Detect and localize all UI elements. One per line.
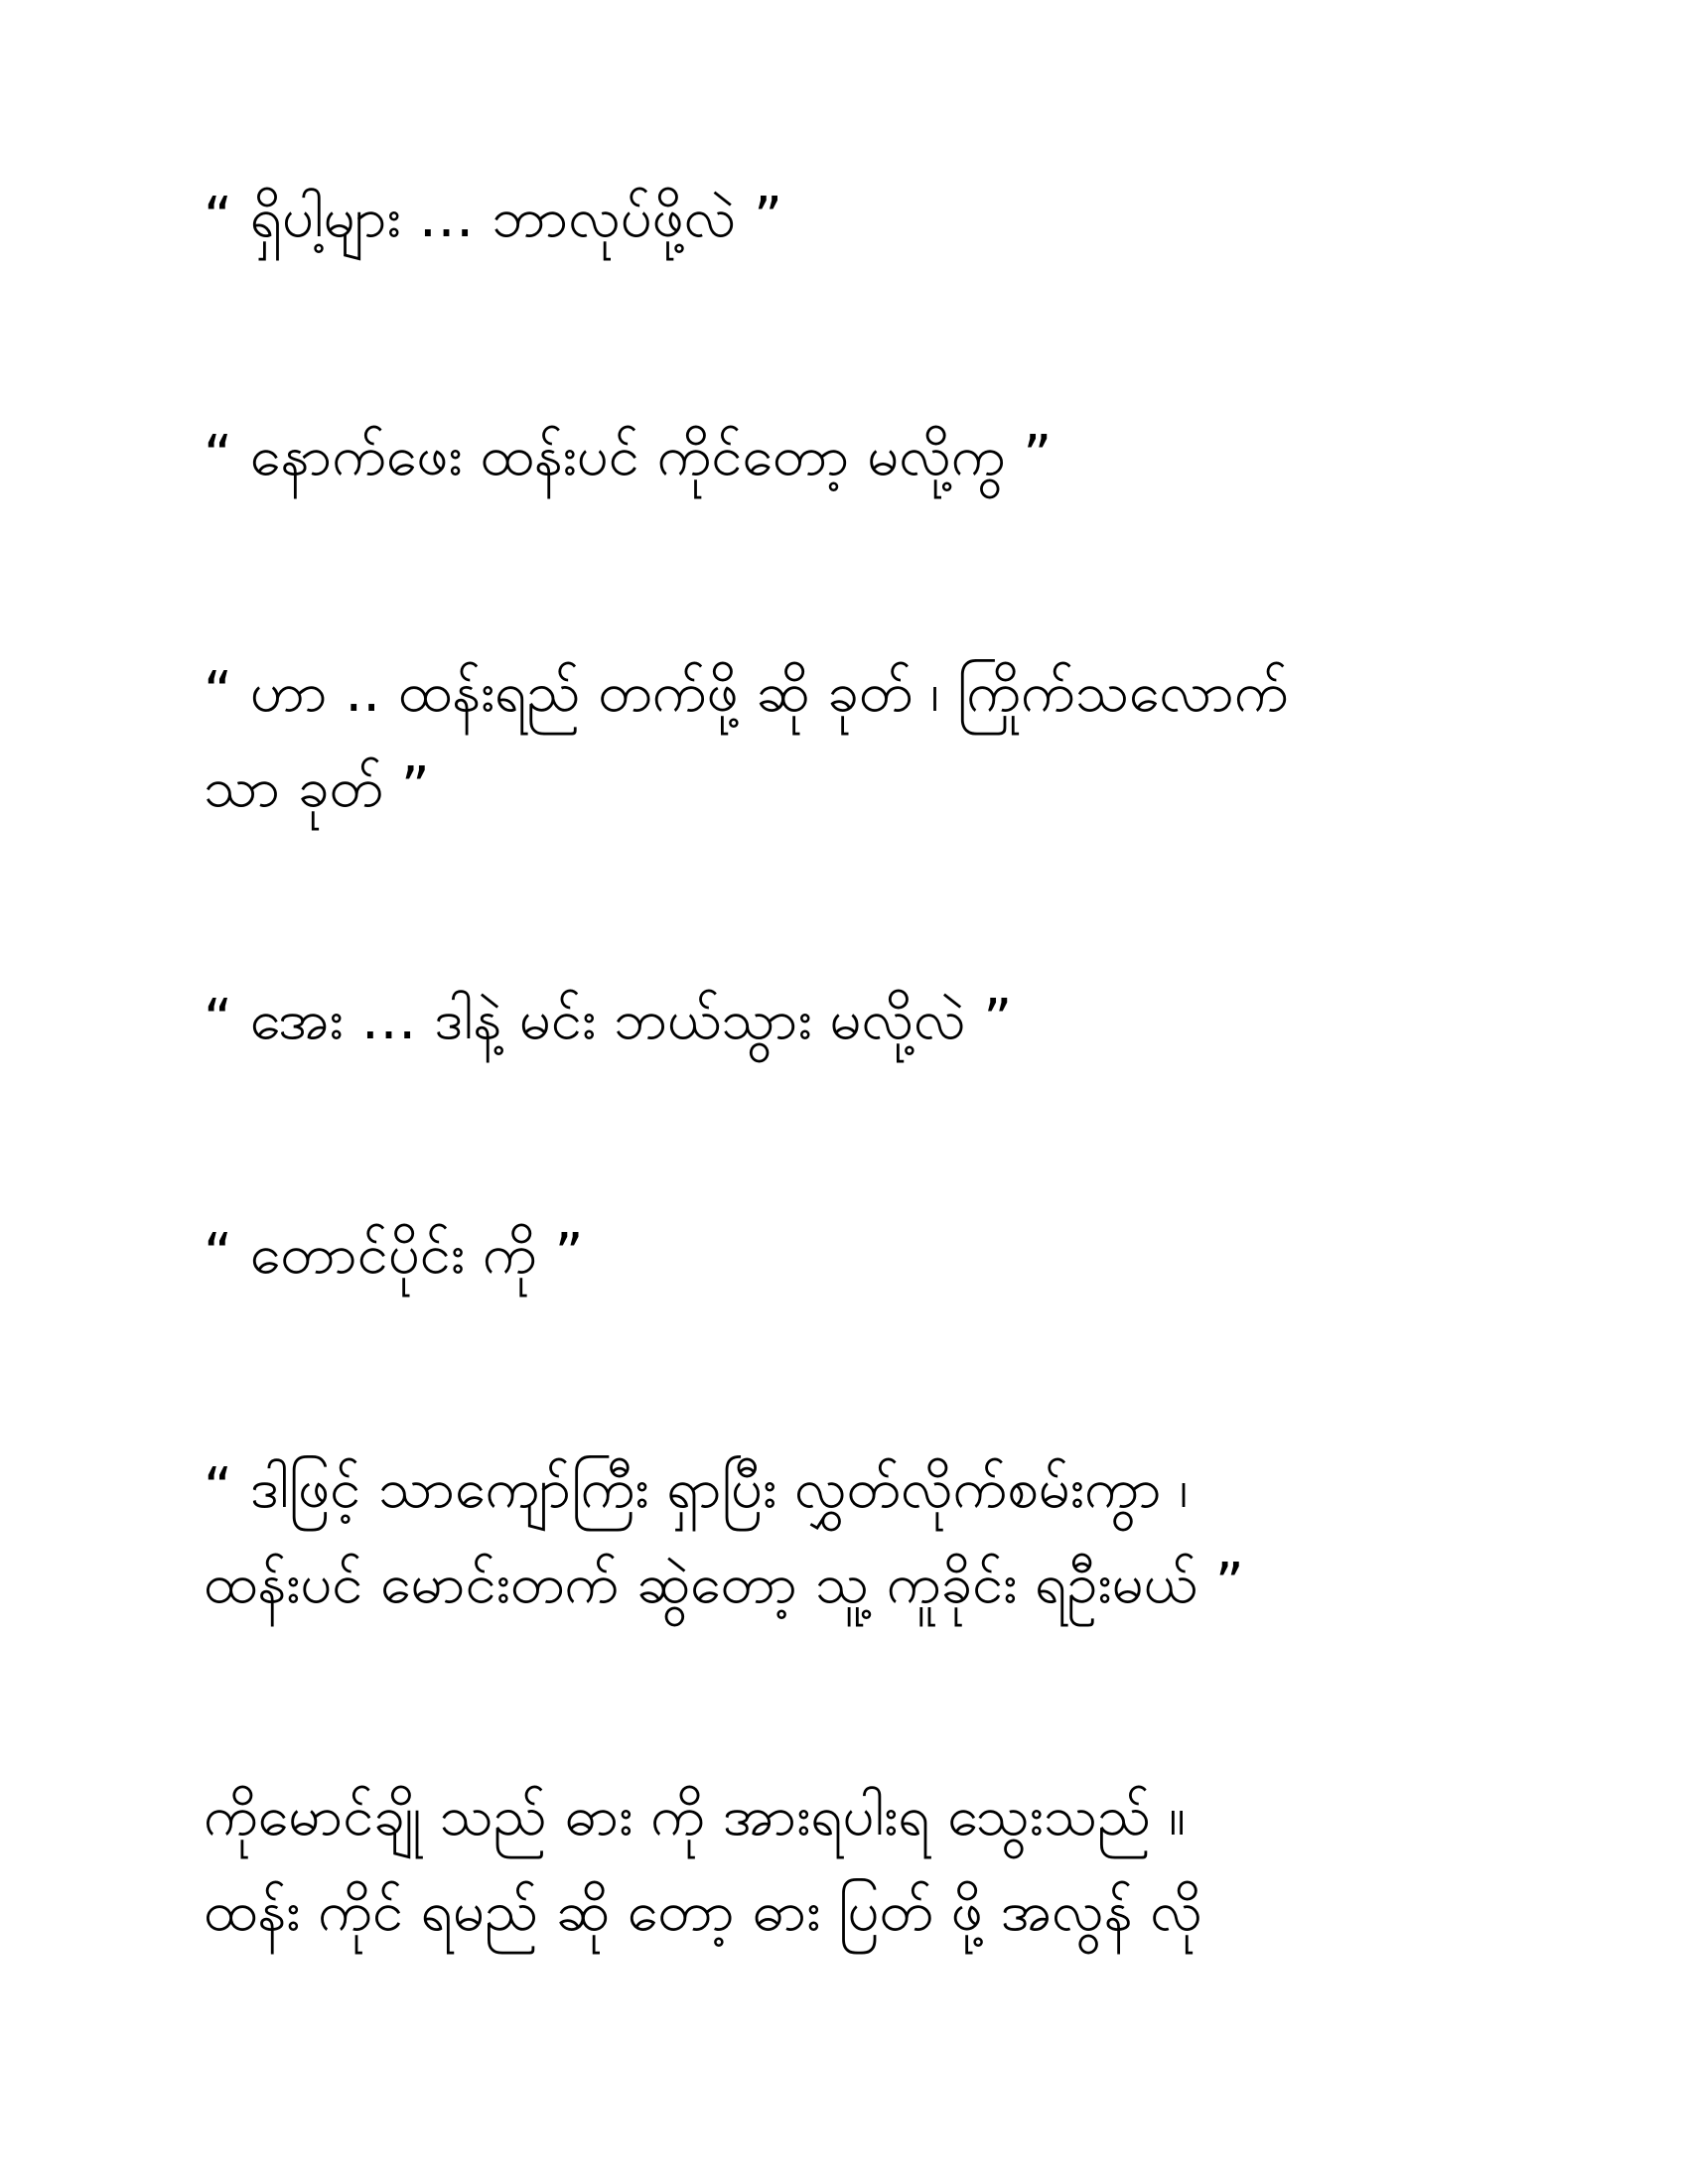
dialogue-paragraph bbox=[204, 1441, 1494, 1632]
text-line: “ ရှိပါ့များ … ဘာလုပ်ဖို့လဲ ” bbox=[204, 186, 782, 250]
text-line: ထန်း ကိုင် ရမည် ဆို တော့ ဓား ပြတ် ဖို့ အလွန် လို bbox=[204, 1879, 1202, 1944]
narration-paragraph bbox=[204, 1769, 1494, 1960]
text-line: “ ဒါဖြင့် သာကျော်ကြီး ရှာပြီး လွှတ်လိုက်စမ်းကွာ ၊ bbox=[204, 1456, 1189, 1521]
text-line: “ အေး … ဒါနဲ့ မင်း ဘယ်သွား မလို့လဲ ” bbox=[204, 988, 1013, 1052]
dialogue-paragraph bbox=[204, 645, 1494, 836]
text-line: “ ဟာ .. ထန်းရည် တက်ဖို့ ဆို ခုတ် ၊ ကြိုက်သလောက် bbox=[204, 660, 1289, 725]
text-line: ထန်းပင် မောင်းတက် ဆွဲတော့ သူ့ ကူခိုင်း ရဦးမယ် ” bbox=[204, 1552, 1244, 1616]
dialogue-paragraph bbox=[204, 1207, 1494, 1302]
text-line: “ နောက်ဖေး ထန်းပင် ကိုင်တော့ မလို့ကွ ” bbox=[204, 424, 1053, 488]
dialogue-paragraph bbox=[204, 409, 1494, 504]
dialogue-paragraph bbox=[204, 171, 1494, 266]
text-line: “ တောင်ပိုင်း ကို ” bbox=[204, 1222, 584, 1287]
dialogue-paragraph bbox=[204, 973, 1494, 1068]
text-line: ကိုမောင်ချို သည် ဓား ကို အားရပါးရ သွေးသည် ။ bbox=[204, 1784, 1186, 1848]
text-line: သာ ခုတ် ” bbox=[204, 755, 430, 820]
